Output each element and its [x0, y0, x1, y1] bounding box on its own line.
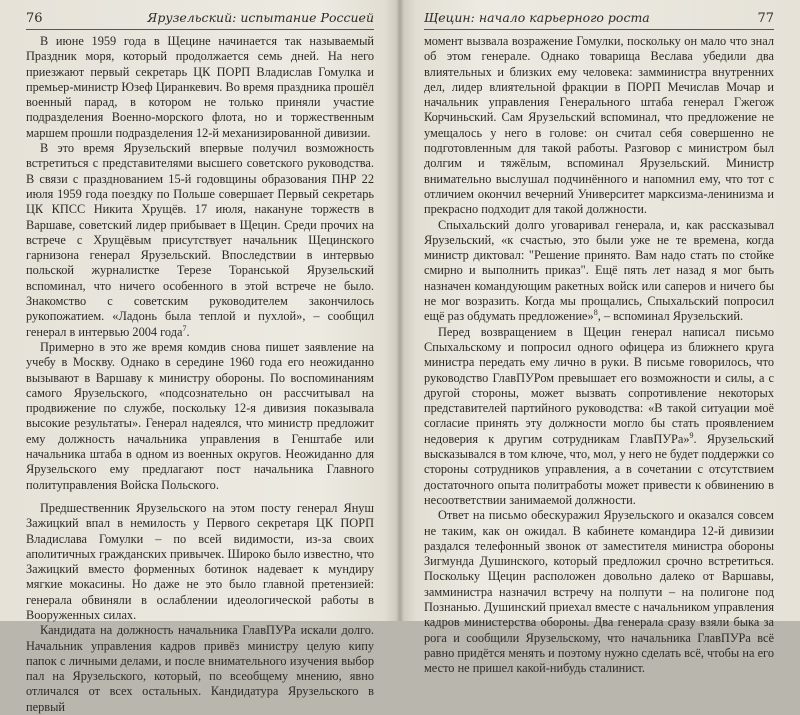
- paragraph-text: Спыхальский долго уговаривал генерала, и, как рассказывал Ярузельский, «к счастью, это были уже не те времена, когда министр диктовал: "Решение принято. Вам надо стать по стойке смирно и выполнить приказ". Ещё пять лет назад я мог быть назначен командующим ракетных войск или саперов и ничего бы не мог возразить. Когда мы прощались, Спыхальский попросил ещё раз обдумать предложение»: [424, 217, 774, 324]
- left-page-body: [26, 34, 374, 715]
- paragraph-text: Перед возвращением в Щецин генерал написал письмо Спыхальскому и попросил одного офицера из ближнего круга министра передать ему лично в руки. В письме говорилось, что руководство ГлавПУРом превышает его возможности и силы, а с другой стороны, может вызвать сопротивление некоторых представителей партийного руководства: «В такой ситуации моё согласие принять эту должности могло бы стать проявлением недоверия к другим сотрудникам ГлавПУРа»: [424, 324, 774, 446]
- left-page-number: 76: [26, 11, 43, 26]
- paragraph: [424, 325, 774, 509]
- right-page-header: [424, 10, 774, 30]
- paragraph-text: . Ярузельский высказывался в том ключе, что, мол, у него не будет поддержки со стороны сотрудников управления, а в сочетании с отсутствием достаточного опыта политработы может привести к обвинению в несоответствии занимаемой должности.: [424, 431, 775, 507]
- paragraph: Предшественник Ярузельского на этом посту генерал Януш Зажицкий впал в немилость у Первого секретаря ЦК ПОРП Владислава Гомулки – по всей видимости, из-за своих аполитичных гражданских привычек. Широко было известно, что Зажицкий вместо форменных ботинок надевает к мундиру мягкие мокасины. Но даже не это было главной претензией: генерала обвиняли в ослаблении идеологической работы в Вооруженных силах.: [26, 500, 374, 622]
- right-page-number: 77: [757, 11, 774, 26]
- left-page-header: [26, 10, 374, 30]
- footnote-mark: 7: [182, 323, 187, 333]
- left-page: [0, 0, 398, 714]
- paragraph: момент вызвала возражение Гомулки, поскольку он мало что знал об этом генерале. Однако товарища Веслава убедили два влиятельных и близких ему человека: замминистра внутренних дел, лидер влиятельной фракции в ПОРП Мечислав Мочар и начальник управления Генерального штаба генерал Гжегож Корчиньский. Сам Ярузельский вспоминал, что предложение не умещалось у него в голове: он считал себя совершенно не подготовленным для такой работы. Разговор с министром был долгим и тяжёлым, вспоминал Ярузельский. Министр внимательно выслушал подчинённого и напомнил ему, что тот с отличием окончил вечерний Университет марксизма-ленинизма и прекрасно подходит для такой должности.: [424, 34, 774, 217]
- paragraph: Ответ на письмо обескуражил Ярузельского и оказался совсем не таким, как он ожидал. В кабинете командира 12-й дивизии раздался телефонный звонок от заместителя министра обороны Зигмунда Душинского, который предложил срочно встретиться. Поскольку Щецин расположен довольно далеко от Варшавы, замминистра назначил встречу на полпути – на полигоне под Познанью. Душинский приехал вместе с начальником управления кадров министерства обороны. Два генерала сразу взяли быка за рога и сообщили Ярузельскому, что начальника ГлавПУРа всё равно придётся менять и поэтому нужно сделать всё, чтобы на его место не пришел какой-нибудь сталинист.: [424, 508, 774, 676]
- paragraph-text: , – вспоминал Ярузельский.: [597, 309, 744, 324]
- footnote-mark: 9: [689, 430, 694, 440]
- paragraph: Кандидата на должность начальника ГлавПУРа искали долго. Начальник управления кадров привёз министру целую кипу папок с личными делами, и после внимательного изучения выбор пал на Ярузельского, который, по всеобщему мнению, явно отличался от всех остальных. Кандидатура Ярузельского в первый: [26, 623, 374, 714]
- paragraph: В это время Ярузельский впервые получил возможность встретиться с представителями высшего советского руководства. В связи с празднованием 15-й годовщины образования ПНР 22 июля 1959 года поездку по Польше совершает Первый секретарь ЦК КПСС Никита Хрущёв. 17 июля, накануне торжеств в Варшаве, советский лидер прибывает в Щецин. Среди прочих на встрече с Хрущёвым присутствует начальник Щецинского гарнизона генерал Ярузельский. Впоследствии в интервью польской журналистке Терезе Торанськой Ярузельский вспоминал, что ничего особенного в этой встрече не было. Знакомство с советским руководителем закончилось рукопожатием. «Ладонь была теплой и пухлой», – сообщил генерал в интервью 2004 года$^7$.: [26, 141, 374, 339]
- left-running-title: Ярузельский: испытание Россией: [147, 10, 374, 25]
- paragraph: Примерно в это же время комдив снова пишет заявление на учебу в Москву. Однако в середине 1960 года его неожиданно вызывают в Варшаву к министру обороны. По воспоминаниям самого Ярузельского, «подсознательно он рассчитывал на продвижение по службе, поскольку 12-я дивизия показывала высокие результаты». Генерал надеялся, что министр предложит ему должность начальника управления в Генштабе или начальника штаба в одном из военных округов. Неожиданно для Ярузельского ему предлагают пост начальника Главного политуправления Войска Польского.: [26, 339, 374, 492]
- right-page: [402, 0, 800, 676]
- paragraph: В июне 1959 года в Щецине начинается так называемый Праздник моря, который продолжается семь дней. На него приезжают первый секретарь ЦК ПОРП Владислав Гомулка и премьер-министр Юзеф Циранкевич. Во время праздника прошёл военный парад, в котором не только приняли участие подразделения Военно-морского флота, но и торжественным маршем прошли подразделения 12-й механизированной дивизии.: [26, 34, 374, 140]
- right-page-body: [424, 34, 774, 676]
- paragraph-text: В это время Ярузельский впервые получил возможность встретиться с представителями высшего советского руководства. В связи с празднованием 15-й годовщины образования ПНР 22 июля 1959 года поездку по Польше совершает Первый секретарь ЦК КПСС Никита Хрущёв. 17 июля, накануне торжеств в Варшаве, советский лидер прибывает в Щецин. Среди прочих на встрече с Хрущёвым присутствует начальник Щецинского гарнизона генерал Ярузельский. Впоследствии в интервью польской журналистке Терезе Торанськой Ярузельский вспоминал, что ничего особенного в этой встрече не было. Знакомство с советским руководителем закончилось рукопожатием. «Ладонь была теплой и пухлой», – сообщил генерал в интервью 2004 года: [26, 141, 374, 339]
- paragraph: [424, 218, 774, 325]
- footnote-mark: 8: [593, 308, 598, 318]
- right-running-title: Щецин: начало карьерного роста: [424, 10, 650, 25]
